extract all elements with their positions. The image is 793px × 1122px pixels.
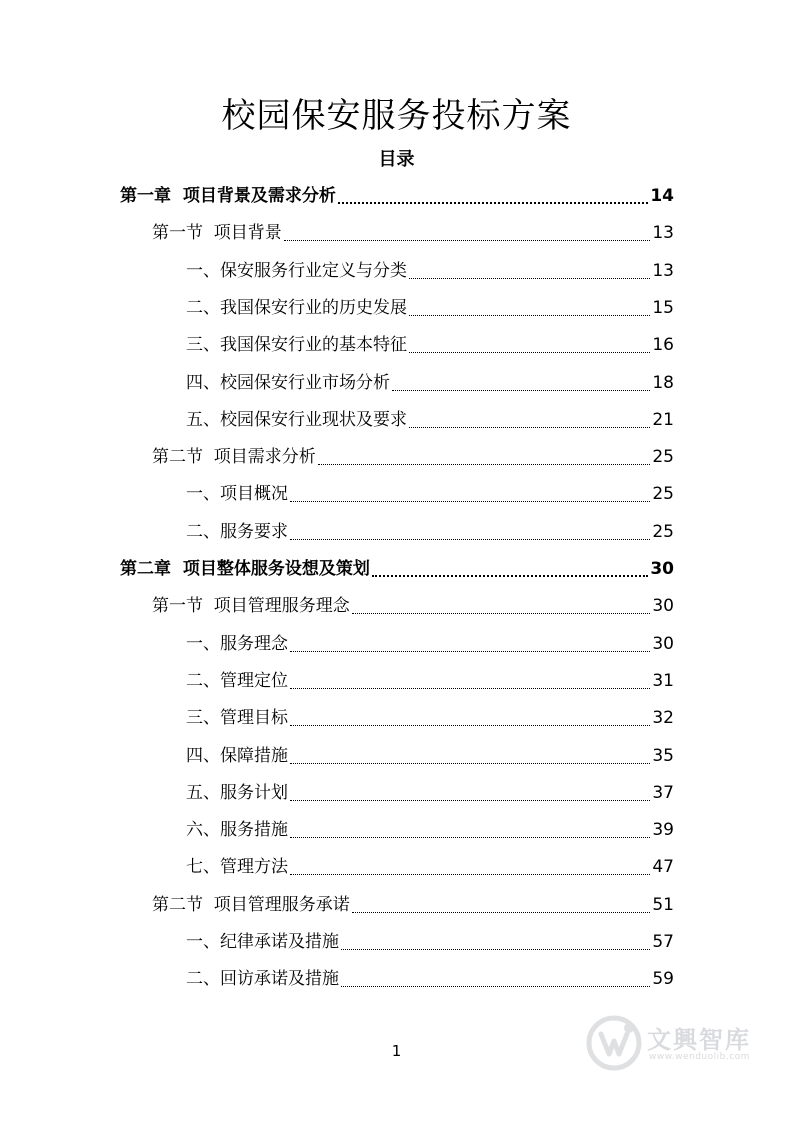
toc-entry-page: 25	[652, 484, 674, 505]
toc-entry-page: 57	[652, 932, 674, 952]
toc-entry-page: 25	[652, 447, 674, 468]
toc-entry-label: 三、管理目标	[186, 708, 288, 729]
toc-entry[interactable]	[186, 475, 674, 505]
toc-entry[interactable]	[186, 401, 674, 431]
toc-entry-page: 35	[652, 745, 674, 766]
toc-entry[interactable]	[186, 960, 674, 990]
toc-entry[interactable]	[186, 848, 674, 878]
toc-dot-leader	[392, 372, 650, 394]
toc-entry-label: 四、校园保安行业市场分析	[186, 372, 390, 393]
toc-entry-label: 第一节 项目背景	[152, 223, 282, 244]
toc-entry[interactable]	[152, 438, 674, 468]
toc-entry[interactable]	[152, 214, 674, 244]
toc-entry[interactable]	[186, 252, 674, 282]
toc-entry[interactable]	[152, 886, 674, 916]
toc-entry-label: 一、保安服务行业定义与分类	[186, 260, 407, 281]
toc-dot-leader	[409, 334, 650, 356]
toc-entry[interactable]	[120, 550, 674, 580]
toc-dot-leader	[284, 222, 650, 244]
toc-entry-label: 三、我国保安行业的基本特征	[186, 335, 407, 356]
toc-entry-page: 14	[650, 186, 674, 206]
toc-dot-leader	[372, 558, 648, 580]
toc-entry-page: 16	[652, 335, 674, 356]
toc-entry-label: 二、管理定位	[186, 670, 288, 691]
toc-entry-page: 51	[652, 894, 674, 915]
toc-entry[interactable]	[186, 289, 674, 319]
toc-dot-leader	[290, 707, 650, 729]
toc-entry-page: 15	[652, 297, 674, 318]
toc-entry-page: 30	[652, 596, 674, 617]
toc-dot-leader	[318, 446, 650, 468]
toc-entry-page: 13	[652, 223, 674, 244]
toc-dot-leader	[341, 968, 650, 990]
toc-entry-label: 第二章 项目整体服务设想及策划	[120, 559, 370, 579]
toc-entry-label: 第一章 项目背景及需求分析	[120, 186, 336, 206]
toc-dot-leader	[338, 185, 648, 207]
toc-entry-page: 59	[652, 969, 674, 990]
toc-entry-label: 七、管理方法	[186, 857, 288, 878]
toc-dot-leader	[290, 782, 650, 804]
toc-entry-page: 32	[652, 708, 674, 729]
toc-dot-leader	[290, 633, 650, 655]
toc-entry-label: 二、回访承诺及措施	[186, 969, 339, 990]
toc-entry[interactable]	[186, 774, 674, 804]
toc-entry[interactable]	[186, 737, 674, 767]
toc-dot-leader	[352, 595, 650, 617]
toc-entry[interactable]	[186, 699, 674, 729]
toc-dot-leader	[352, 894, 650, 916]
toc-entry-label: 第二节 项目管理服务承诺	[152, 894, 350, 915]
toc-dot-leader	[290, 856, 650, 878]
toc-dot-leader	[290, 521, 650, 543]
toc-entry[interactable]	[120, 177, 674, 207]
toc-entry-label: 一、项目概况	[186, 484, 288, 505]
toc-entry-page: 21	[652, 409, 674, 430]
toc-entry-page: 25	[652, 521, 674, 542]
toc-entry[interactable]	[186, 625, 674, 655]
toc-dot-leader	[409, 297, 650, 319]
toc-entry[interactable]	[152, 587, 674, 617]
toc-dot-leader	[290, 670, 650, 692]
toc-entry-page: 47	[652, 857, 674, 878]
toc-dot-leader	[290, 745, 650, 767]
toc-heading: 目录	[378, 149, 415, 170]
page-number: 1	[391, 1042, 402, 1060]
toc-entry[interactable]	[186, 662, 674, 692]
toc-entry-page: 30	[650, 559, 674, 579]
toc-entry-label: 五、校园保安行业现状及要求	[186, 409, 407, 430]
toc-entry-label: 六、服务措施	[186, 820, 288, 841]
toc-dot-leader	[341, 931, 650, 953]
toc-entry-label: 五、服务计划	[186, 782, 288, 803]
toc-entry-label: 二、我国保安行业的历史发展	[186, 297, 407, 318]
toc-entry[interactable]	[186, 513, 674, 543]
toc-dot-leader	[409, 409, 650, 431]
toc-entry-label: 第二节 项目需求分析	[152, 447, 316, 468]
toc-entry[interactable]	[186, 811, 674, 841]
wenxing-logo-icon	[585, 1014, 643, 1072]
toc-entry[interactable]	[186, 364, 674, 394]
toc-entry-page: 30	[652, 633, 674, 654]
toc-dot-leader	[409, 260, 650, 282]
document-title: 校园保安服务投标方案	[221, 96, 572, 136]
toc-entry-page: 18	[652, 372, 674, 393]
watermark-url: www.wenduolib.com	[649, 1052, 750, 1062]
watermark-name: 文興智库	[647, 1026, 751, 1054]
toc-entry-label: 二、服务要求	[186, 521, 288, 542]
watermark	[585, 1012, 775, 1074]
toc-entry-page: 39	[652, 820, 674, 841]
toc-entry-page: 37	[652, 782, 674, 803]
toc-entry-page: 13	[652, 260, 674, 281]
toc-entry[interactable]	[186, 923, 674, 953]
toc-entry-label: 一、纪律承诺及措施	[186, 932, 339, 952]
toc-dot-leader	[290, 483, 650, 505]
toc-entry[interactable]	[186, 326, 674, 356]
toc-entry-label: 一、服务理念	[186, 633, 288, 654]
toc-entry-label: 第一节 项目管理服务理念	[152, 596, 350, 617]
toc-dot-leader	[290, 819, 650, 841]
toc-entry-label: 四、保障措施	[186, 745, 288, 766]
toc-entry-page: 31	[652, 670, 674, 691]
